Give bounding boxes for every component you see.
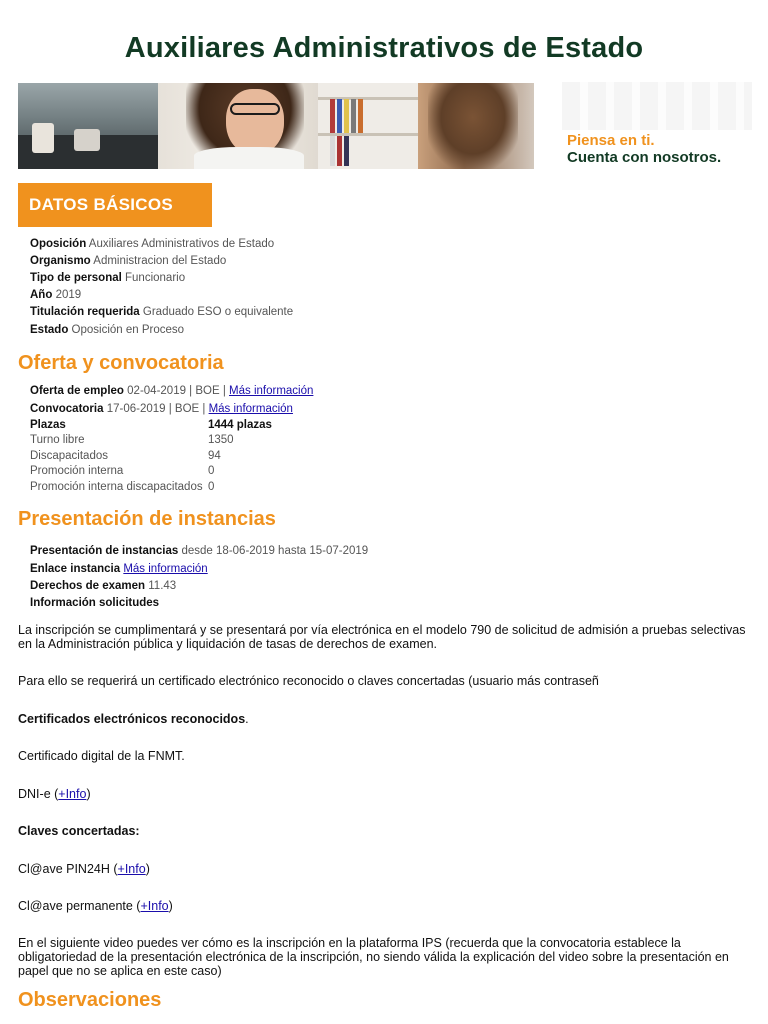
convocatoria-mas-info-link[interactable]: Más información [208, 403, 293, 415]
oferta-heading: Oferta y convocatoria [18, 352, 224, 374]
plazas-label: Plazas [30, 419, 66, 431]
banner-person-right-hair [428, 83, 518, 169]
presentacion-row: Presentación de instancias desde 18-06-2019 hasta 15-07-2019 [30, 545, 369, 557]
slogan-line-2: Cuenta con nosotros. [567, 149, 722, 166]
convocatoria-row: Convocatoria 17-06-2019 | BOE | Más información [30, 403, 293, 415]
banner-book [330, 136, 335, 166]
instancias-heading: Presentación de instancias [18, 508, 276, 530]
informacion-solicitudes-label: Información solicitudes [30, 597, 160, 609]
banner-book [330, 99, 335, 133]
banner-book [351, 99, 356, 133]
paragraph-fnmt: Certificado digital de la FNMT. [18, 749, 185, 763]
info-row-estado: Estado Oposición en Proceso [30, 324, 185, 336]
banner-shelf-line [318, 133, 434, 136]
plaza-type: Turno libre [30, 434, 85, 446]
plaza-count: 1350 [208, 434, 234, 446]
claves-heading: Claves concertadas: [18, 824, 140, 838]
enlace-instancia-row: Enlace instancia Más información [30, 563, 208, 575]
oferta-mas-info-link[interactable]: Más información [229, 385, 314, 397]
dnie-info-link[interactable]: +Info [58, 787, 87, 801]
banner-person-face [226, 89, 284, 155]
dnie-row: DNI-e (+Info) [18, 787, 91, 801]
derechos-examen-row: Derechos de examen 11.43 [30, 580, 177, 592]
clave-permanente-info-link[interactable]: +Info [140, 899, 169, 913]
banner-book [337, 99, 342, 133]
paragraph-inscripcion: La inscripción se cumplimentará y se presentará por vía electrónica en el modelo 790 de solicitud de admisión a pruebas selectivas en la Administración pública y liquidación de tasas de derechos de examen. [18, 623, 746, 651]
plazas-total: 1444 plazas [208, 419, 272, 431]
info-row-titulacion: Titulación requerida Graduado ESO o equivalente [30, 306, 294, 318]
clave-permanente-row: Cl@ave permanente (+Info) [18, 899, 173, 913]
clave-pin-info-link[interactable]: +Info [117, 862, 146, 876]
paragraph-video: En el siguiente video puedes ver cómo es la inscripción en la plataforma IPS (recuerda que la convocatoria establece la obligatoriedad de la presentación electrónica de la inscripción, no siendo válida la explicación del video sobre la presentación en papel que no se aplica en este caso) [18, 936, 729, 978]
observaciones-heading: Observaciones [18, 989, 162, 1011]
info-row-tipo-personal: Tipo de personal Funcionario [30, 272, 186, 284]
banner-slogan [567, 132, 721, 166]
plaza-count: 0 [208, 465, 215, 477]
banner-book [358, 99, 363, 133]
info-row-organismo: Organismo Administracion del Estado [30, 255, 227, 267]
slogan-line-1: Piensa en ti. [567, 132, 655, 149]
datos-basicos-heading: DATOS BÁSICOS [18, 183, 212, 227]
banner-glasses [230, 103, 280, 115]
banner-book [337, 136, 342, 166]
plaza-type: Discapacitados [30, 449, 108, 462]
page-title: Auxiliares Administrativos de Estado [124, 32, 644, 64]
banner-shelf-line [318, 97, 434, 100]
banner-book [344, 136, 349, 166]
plaza-type: Promoción interna discapacitados [30, 480, 203, 493]
banner-image [18, 83, 534, 169]
banner-book [344, 99, 349, 133]
enlace-mas-info-link[interactable]: Más información [123, 563, 208, 575]
banner-mug [32, 123, 54, 153]
clave-pin-row: Cl@ave PIN24H (+Info) [18, 862, 150, 876]
info-row-anio: Año 2019 [30, 289, 82, 301]
plaza-count: 0 [208, 480, 215, 493]
certificados-heading: Certificados electrónicos reconocidos. [18, 712, 249, 726]
paragraph-certificado: Para ello se requerirá un certificado electrónico reconocido o claves concertadas (usuario más contraseñ [18, 674, 599, 688]
banner-person-shirt [194, 147, 304, 169]
banner-logo-ghost [562, 82, 752, 130]
plaza-count: 94 [208, 449, 221, 462]
banner-bookshelf [318, 83, 434, 169]
info-row-oposicion: Oposición Auxiliares Administrativos de Estado [30, 238, 275, 250]
oferta-empleo-row: Oferta de empleo 02-04-2019 | BOE | Más información [30, 385, 314, 397]
banner-mug [74, 129, 100, 151]
plaza-type: Promoción interna [30, 465, 124, 477]
